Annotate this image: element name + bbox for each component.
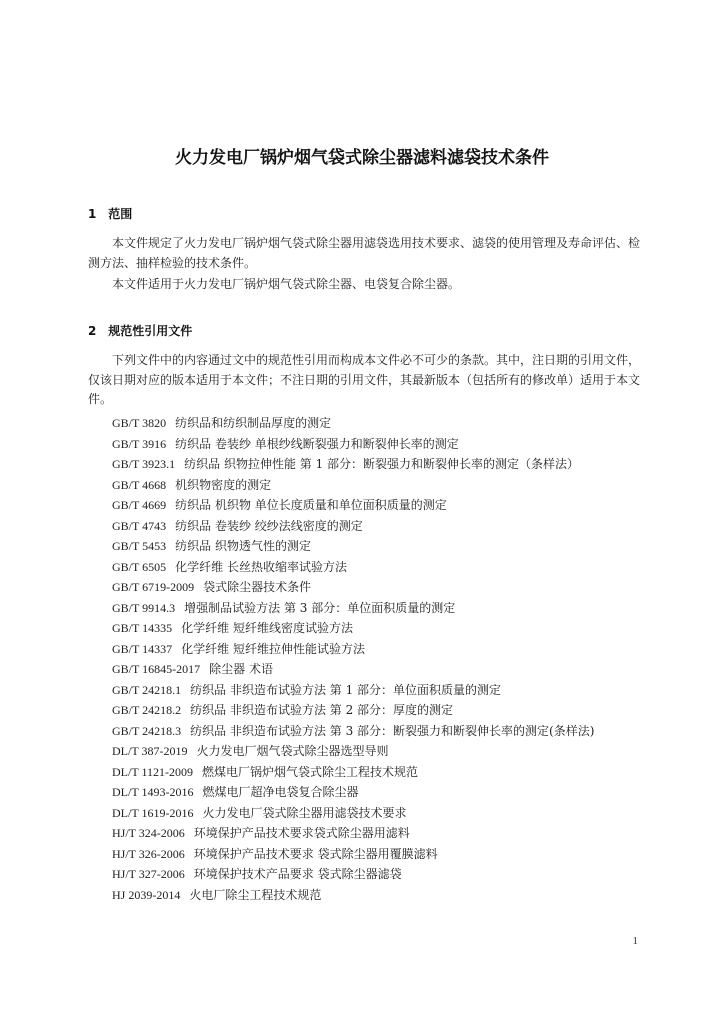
reference-code: GB/T 24218.3 (112, 723, 182, 738)
document-title: 火力发电厂锅炉烟气袋式除尘器滤料滤袋技术条件 (175, 148, 549, 168)
scope-paragraph-2: 本文件适用于火力发电厂锅炉烟气袋式除尘器、电袋复合除尘器。 (112, 277, 461, 291)
reference-name: 纺织品 非织造布试验方法 第 3 部分：断裂强力和断裂伸长率的测定(条样法) (190, 723, 595, 738)
reference-item (112, 454, 642, 475)
reference-code: DL/T 1493-2016 (112, 785, 194, 799)
reference-name: 化学纤维 长丝热收缩率试验方法 (175, 559, 347, 574)
reference-code: DL/T 1619-2016 (112, 805, 194, 820)
reference-item (112, 700, 642, 721)
reference-code: HJ 2039-2014 (112, 887, 181, 902)
reference-item (112, 598, 642, 619)
reference-name: 火力发电厂袋式除尘器用滤袋技术要求 (202, 805, 407, 820)
reference-code: GB/T 24218.2 (112, 703, 182, 717)
references-intro-paragraph: 下列文件中的内容通过文中的规范性引用而构成本文件必不可少的条款。其中，注日期的引用文件，仅该日期对应的版本适用于本文件；不注日期的引用文件，其最新版本（包括所有的修改单）适用于本文件。 (88, 353, 641, 406)
reference-code: GB/T 14337 (112, 641, 173, 656)
reference-name: 纺织品 机织物 单位长度质量和单位面积质量的测定 (175, 498, 447, 512)
reference-item (112, 782, 642, 803)
reference-item (112, 639, 642, 660)
reference-item (112, 885, 642, 906)
reference-name: 机织物密度的测定 (175, 477, 272, 492)
reference-code: GB/T 9914.3 (112, 600, 176, 615)
reference-code: GB/T 6505 (112, 559, 167, 574)
reference-name: 火电厂除尘工程技术规范 (189, 887, 322, 902)
reference-code: HJ/T 326-2006 (112, 846, 185, 861)
reference-item (112, 413, 642, 434)
reference-item (112, 864, 642, 885)
reference-item (112, 803, 642, 824)
reference-code: DL/T 1121-2009 (112, 764, 193, 779)
reference-name: 除尘器 术语 (209, 662, 273, 676)
reference-item (112, 741, 642, 762)
reference-code: GB/T 16845-2017 (112, 662, 201, 676)
reference-item (112, 844, 642, 865)
reference-code: HJ/T 324-2006 (112, 826, 185, 840)
reference-name: 环境保护产品技术要求 袋式除尘器用覆膜滤料 (193, 846, 438, 861)
reference-code: GB/T 3820 (112, 416, 167, 430)
scope-paragraph-1: 本文件规定了火力发电厂锅炉烟气袋式除尘器用滤袋选用技术要求、滤袋的使用管理及寿命评估、检测方法、抽样检验的技术条件。 (88, 236, 641, 270)
reference-name: 环境保护技术产品要求 袋式除尘器滤袋 (193, 867, 402, 881)
reference-name: 火力发电厂烟气袋式除尘器选型导则 (196, 744, 389, 758)
reference-name: 燃煤电厂锅炉烟气袋式除尘工程技术规范 (202, 764, 419, 779)
reference-name: 纺织品 织物透气性的测定 (175, 539, 311, 553)
reference-name: 纺织品 织物拉伸性能 第 1 部分：断裂强力和断裂伸长率的测定（条样法） (184, 457, 580, 471)
reference-code: GB/T 4668 (112, 477, 167, 492)
reference-item (112, 536, 642, 557)
reference-item (112, 495, 642, 516)
reference-item (112, 721, 642, 742)
section-title: 范围 (108, 207, 133, 221)
reference-code: HJ/T 327-2006 (112, 867, 185, 881)
reference-code: GB/T 14335 (112, 621, 173, 635)
section-number: 2 (88, 324, 97, 338)
reference-name: 化学纤维 短纤维拉伸性能试验方法 (181, 641, 365, 656)
reference-code: GB/T 6719-2009 (112, 580, 195, 594)
reference-item (112, 762, 642, 783)
reference-code: GB/T 5453 (112, 539, 167, 553)
reference-name: 燃煤电厂超净电袋复合除尘器 (202, 785, 359, 799)
reference-item (112, 557, 642, 578)
page-number: 1 (632, 935, 638, 947)
reference-item (112, 659, 642, 680)
reference-code: GB/T 24218.1 (112, 682, 182, 697)
reference-name: 纺织品和纺织制品厚度的测定 (175, 416, 332, 430)
reference-item (112, 475, 642, 496)
reference-name: 纺织品 卷装纱 单根纱线断裂强力和断裂伸长率的测定 (175, 436, 459, 451)
reference-item (112, 516, 642, 537)
section-title: 规范性引用文件 (108, 324, 193, 338)
reference-name: 化学纤维 短纤维线密度试验方法 (181, 621, 353, 635)
reference-name: 纺织品 非织造布试验方法 第 1 部分：单位面积质量的测定 (190, 682, 502, 697)
reference-name: 纺织品 非织造布试验方法 第 2 部分：厚度的测定 (190, 703, 454, 717)
reference-item (112, 618, 642, 639)
reference-name: 增强制品试验方法 第 3 部分：单位面积质量的测定 (184, 600, 456, 615)
reference-code: GB/T 4743 (112, 518, 167, 533)
reference-code: DL/T 387-2019 (112, 744, 188, 758)
reference-code: GB/T 3923.1 (112, 457, 176, 471)
reference-name: 袋式除尘器技术条件 (203, 580, 312, 594)
reference-list (112, 413, 642, 905)
reference-name: 纺织品 卷装纱 绞纱法线密度的测定 (175, 518, 363, 533)
reference-item (112, 680, 642, 701)
reference-code: GB/T 3916 (112, 436, 167, 451)
reference-name: 环境保护产品技术要求袋式除尘器用滤料 (193, 826, 410, 840)
reference-code: GB/T 4669 (112, 498, 167, 512)
reference-item (112, 823, 642, 844)
reference-item (112, 434, 642, 455)
section-heading-normative-references (88, 322, 192, 339)
section-heading-scope (88, 205, 132, 222)
reference-item (112, 577, 642, 598)
section-number: 1 (88, 207, 97, 221)
